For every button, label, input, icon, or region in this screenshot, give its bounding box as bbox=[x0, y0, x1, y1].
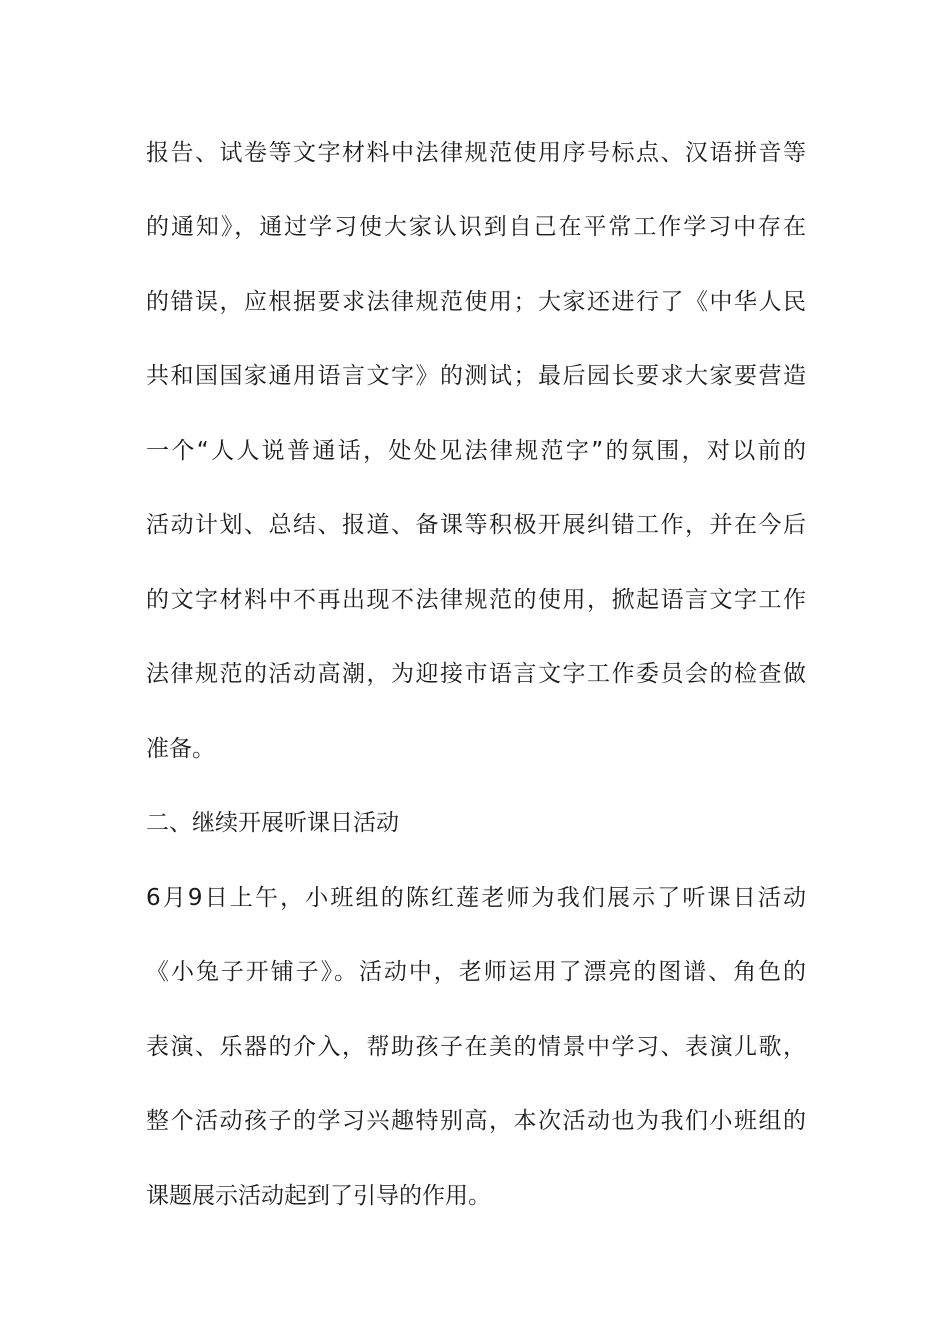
paragraph-1-line-7: 的文字材料中不再出现不法律规范的使用，掀起语言文字工作 bbox=[146, 587, 806, 613]
paragraph-1-line-2: 的通知》，通过学习使大家认识到自己在平常工作学习中存在 bbox=[146, 214, 806, 240]
paragraph-1-line-9: 准备。 bbox=[146, 736, 215, 762]
paragraph-1-line-6: 活动计划、总结、报道、备课等积极开展纠错工作，并在今后 bbox=[146, 512, 806, 538]
paragraph-2-line-5: 课题展示活动起到了引导的作用。 bbox=[146, 1183, 491, 1209]
paragraph-2-line-2: 《小兔子开铺子》。活动中，老师运用了漂亮的图谱、角色的 bbox=[146, 959, 806, 985]
paragraph-1-line-8: 法律规范的活动高潮，为迎接市语言文字工作委员会的检查做 bbox=[146, 661, 806, 687]
paragraph-2-line-1: 6月9日上午，小班组的陈红莲老师为我们展示了听课日活动 bbox=[146, 885, 806, 911]
section-heading: 二、继续开展听课日活动 bbox=[146, 810, 399, 836]
paragraph-2-line-4: 整个活动孩子的学习兴趣特别高，本次活动也为我们小班组的 bbox=[146, 1108, 806, 1134]
paragraph-1-line-3: 的错误，应根据要求法律规范使用；大家还进行了《中华人民 bbox=[146, 289, 806, 315]
paragraph-1-line-1: 报告、试卷等文字材料中法律规范使用序号标点、汉语拼音等 bbox=[146, 140, 806, 166]
paragraph-1-line-4: 共和国国家通用语言文字》的测试；最后园长要求大家要营造 bbox=[146, 363, 806, 389]
paragraph-2-line-3: 表演、乐器的介入，帮助孩子在美的情景中学习、表演儿歌， bbox=[146, 1034, 806, 1060]
paragraph-1-line-5: 一个“人人说普通话，处处见法律规范字”的氛围，对以前的 bbox=[146, 438, 806, 464]
